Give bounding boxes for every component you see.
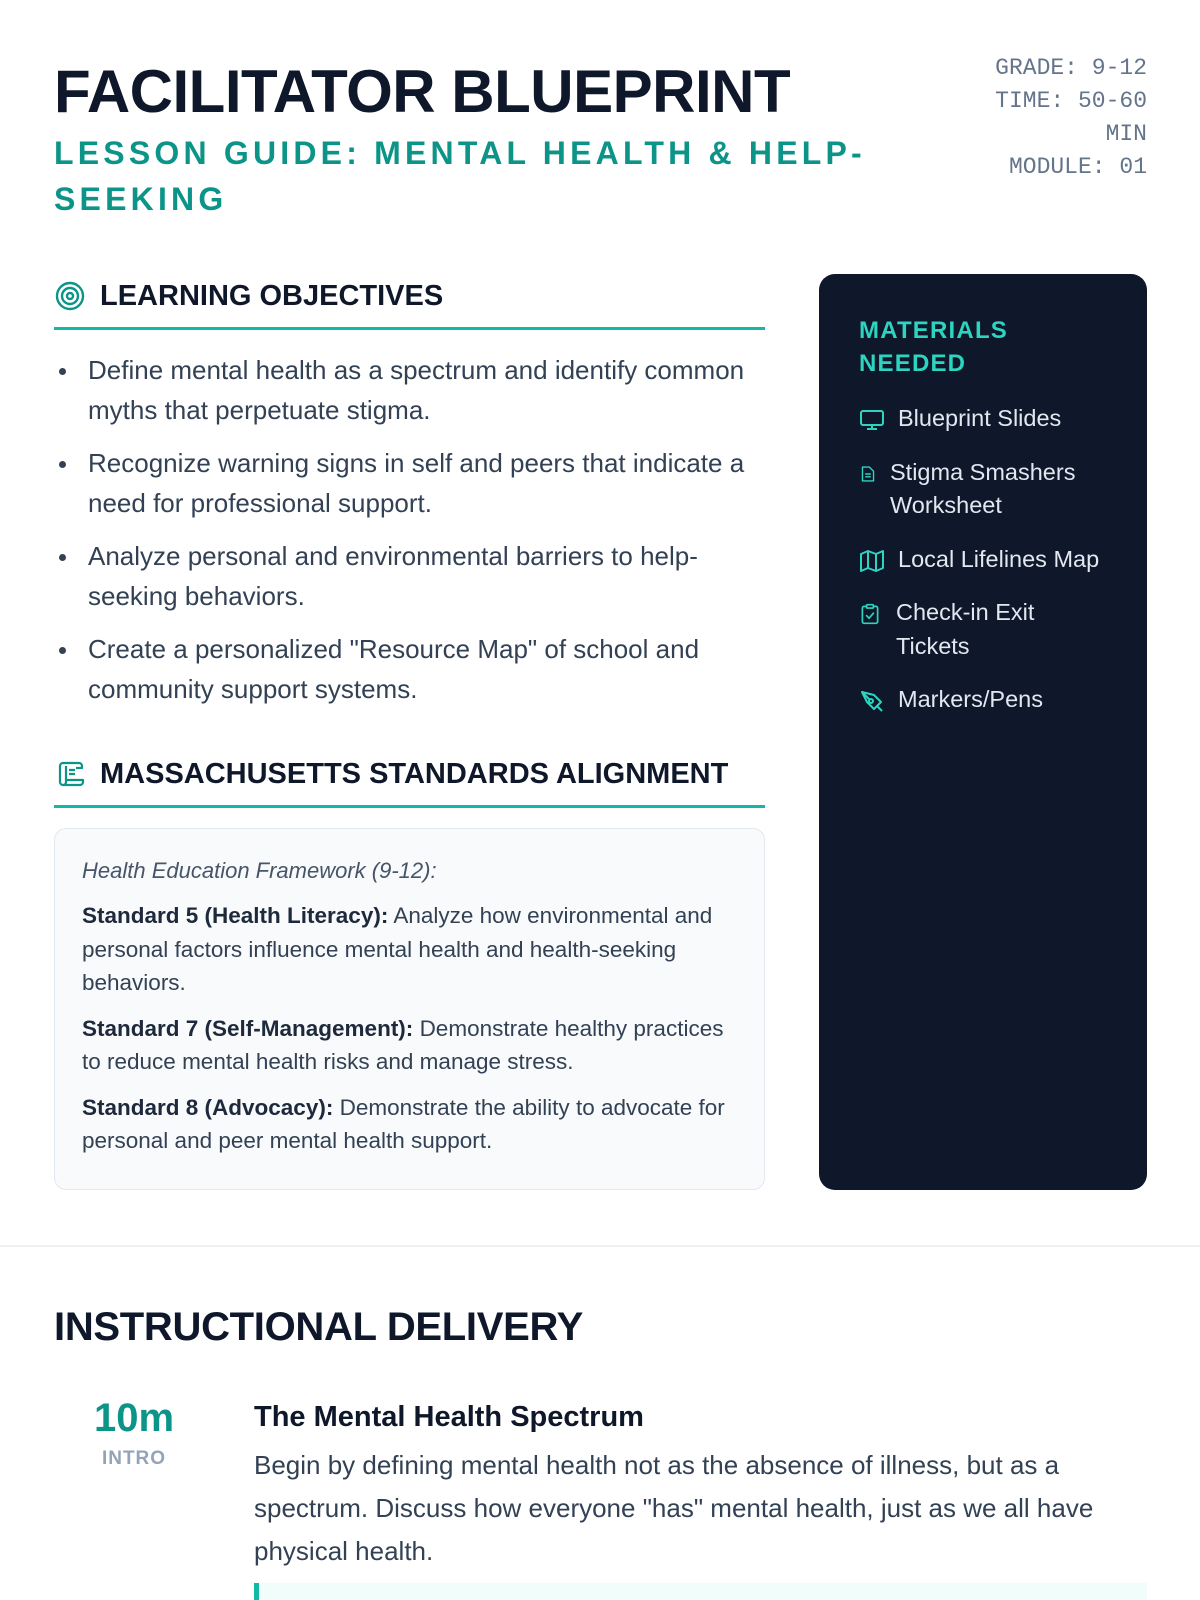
pen-tool-icon <box>859 688 885 714</box>
instruction-heading: INSTRUCTIONAL DELIVERY <box>54 1305 583 1349</box>
target-icon <box>54 280 86 312</box>
time-meta: TIME: 50-60 MIN <box>995 88 1147 147</box>
materials-heading: MATERIALS NEEDED <box>859 317 1009 377</box>
material-item: Check-in Exit Tickets <box>859 596 1111 663</box>
module-meta: MODULE: 01 <box>1008 154 1147 180</box>
step-minutes: 10m <box>93 1396 175 1440</box>
materials-panel <box>819 274 1147 1190</box>
material-item: Blueprint Slides <box>859 402 1111 436</box>
step-content <box>254 1398 1147 1573</box>
section-divider <box>0 1245 1200 1247</box>
lesson-meta <box>967 52 1147 184</box>
scroll-icon <box>54 758 86 790</box>
grade-meta: GRADE: 9-12 <box>995 55 1147 81</box>
standard-item: Standard 5 (Health Literacy): Analyze how environmental and personal factors influence mental health and health-seeking behaviors. <box>82 903 713 995</box>
list-item: Create a personalized "Resource Map" of school and community support systems. <box>54 629 774 709</box>
clipboard-check-icon <box>859 601 881 627</box>
material-item: Stigma Smashers Worksheet <box>859 456 1111 523</box>
list-item: Define mental health as a spectrum and identify common myths that perpetuate stigma. <box>54 350 774 430</box>
material-item: Markers/Pens <box>859 683 1111 717</box>
list-item: Analyze personal and environmental barriers to help-seeking behaviors. <box>54 536 774 616</box>
page-title: FACILITATOR BLUEPRINT <box>54 58 791 125</box>
standards-heading <box>54 752 765 808</box>
map-icon <box>859 548 885 574</box>
framework-label: Health Education Framework (9-12): <box>82 858 437 883</box>
step-duration <box>74 1392 194 1472</box>
monitor-icon <box>859 407 885 433</box>
list-item: Recognize warning signs in self and peers that indicate a need for professional support. <box>54 443 774 523</box>
document-icon <box>859 464 877 484</box>
page-subtitle: LESSON GUIDE: MENTAL HEALTH & HELP-SEEKING <box>54 135 866 217</box>
step-callout <box>254 1583 1147 1600</box>
standards-box <box>54 828 765 1190</box>
standards-heading-label: MASSACHUSETTS STANDARDS ALIGNMENT <box>100 758 729 790</box>
objectives-heading <box>54 274 765 330</box>
standard-item: Standard 8 (Advocacy): Demonstrate the ability to advocate for personal and peer mental health support. <box>82 1094 725 1153</box>
objectives-list <box>54 350 774 722</box>
material-item: Local Lifelines Map <box>859 543 1111 577</box>
step-description: Begin by defining mental health not as the absence of illness, but as a spectrum. Discuss how everyone "has" mental health, just as we all have physical health. <box>254 1450 1094 1566</box>
step-title: The Mental Health Spectrum <box>254 1401 644 1433</box>
page-header <box>54 50 1147 230</box>
step-phase: INTRO <box>101 1448 167 1469</box>
objectives-heading-label: LEARNING OBJECTIVES <box>100 280 444 312</box>
standard-item: Standard 7 (Self-Management): Demonstrate healthy practices to reduce mental health risks and manage stress. <box>82 1015 724 1074</box>
